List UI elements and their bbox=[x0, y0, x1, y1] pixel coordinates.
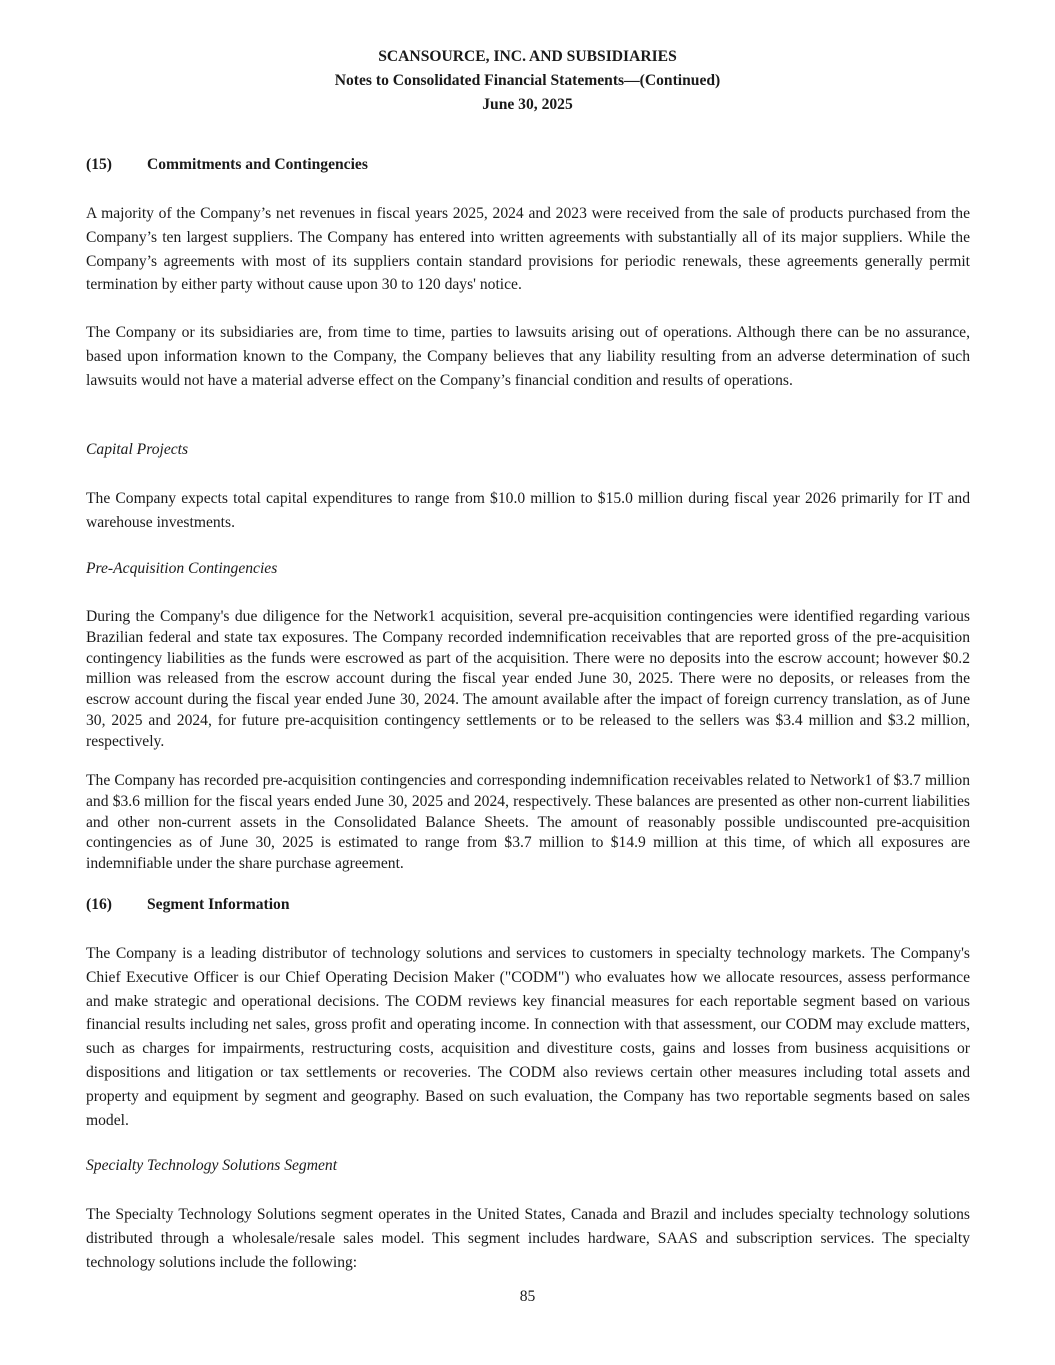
section-heading-15 bbox=[86, 156, 970, 174]
company-name: SCANSOURCE, INC. AND SUBSIDIARIES bbox=[378, 48, 677, 65]
subsection-title-specialty-tech: Specialty Technology Solutions Segment bbox=[86, 1157, 338, 1174]
paragraph-network1-contingencies: The Company has recorded pre-acquisition contingencies and corresponding indemnification receivables related to Network1 of $3.7 million and $3.6 million for the fiscal years ended June 30, 2025 and 2024, respectively. These balances are presented as other non-current liabilities and other non-current assets in the Consolidated Balance Sheets. The amount of reasonably possible undiscounted pre-acquisition contingencies as of June 30, 2025 is estimated to range from $3.7 million to $14.9 million at this time, of which all exposures are indemnifiable under the share purchase agreement. bbox=[86, 772, 970, 873]
section-title: Segment Information bbox=[147, 896, 290, 913]
section-number: (16) bbox=[86, 896, 112, 913]
paragraph-suppliers: A majority of the Company’s net revenues in fiscal years 2025, 2024 and 2023 were received from the sale of products purchased from the Company’s ten largest suppliers. The Company has entered into written agreements with substantially all of its major suppliers. While the Company’s agreements with most of its suppliers contain standard provisions for periodic renewals, these agreements generally permit termination by either party without cause upon 30 to 120 days' notice. bbox=[86, 205, 970, 294]
document-title: Notes to Consolidated Financial Statements—(Continued) bbox=[334, 72, 721, 89]
paragraph-specialty-tech: The Specialty Technology Solutions segment operates in the United States, Canada and Brazil and includes specialty technology solutions distributed through a wholesale/resale sales model. This segment includes hardware, SAAS and subscription services. The specialty technology solutions include the following: bbox=[86, 1206, 970, 1271]
subsection-title-pre-acquisition: Pre-Acquisition Contingencies bbox=[86, 560, 278, 577]
page-number: 85 bbox=[519, 1288, 536, 1305]
subsection-title-capital-projects: Capital Projects bbox=[86, 441, 189, 458]
paragraph-network1-escrow: During the Company's due diligence for the Network1 acquisition, several pre-acquisition contingencies were identified regarding various Brazilian federal and state tax exposures. The Company recorded indemnification receivables that are reported gross of the pre-acquisition contingency liabilities as the funds were escrowed as part of the acquisition. There were no deposits into the escrow account; however $0.2 million was released from the escrow account during the fiscal year ended June 30, 2025. There were no deposits, or releases from the escrow account during the fiscal year ended June 30, 2024. The amount available after the impact of foreign currency translation, as of June 30, 2025 and 2024, for future pre-acquisition contingency settlements or to be released to the sellers was $3.4 million and $3.2 million, respectively. bbox=[86, 608, 970, 750]
paragraph-lawsuits: The Company or its subsidiaries are, from time to time, parties to lawsuits arising out of operations. Although there can be no assurance, based upon information known to the Company, the Company believes that any liability resulting from an adverse determination of such lawsuits would not have a material adverse effect on the Company’s financial condition and results of operations. bbox=[86, 324, 970, 389]
document-date: June 30, 2025 bbox=[482, 96, 573, 113]
section-title: Commitments and Contingencies bbox=[147, 156, 368, 173]
paragraph-segment-overview: The Company is a leading distributor of technology solutions and services to customers in specialty technology markets. The Company's Chief Executive Officer is our Chief Operating Decision Maker ("CODM") who evaluates how we allocate resources, assess performance and make strategic and operational decisions. The CODM reviews key financial measures for each reportable segment based on various financial results including net sales, gross profit and operating income. In connection with that assessment, our CODM may exclude matters, such as charges for impairments, restructuring costs, acquisition and divestiture costs, gains and losses from business acquisitions or dispositions and litigation or tax settlements or recoveries. The CODM also reviews certain other measures including total assets and property and equipment by segment and geography. Based on such evaluation, the Company has two reportable segments based on sales model. bbox=[86, 945, 970, 1129]
paragraph-capital-projects: The Company expects total capital expenditures to range from $10.0 million to $15.0 million during fiscal year 2026 primarily for IT and warehouse investments. bbox=[86, 490, 970, 531]
section-heading-16 bbox=[86, 896, 970, 914]
section-number: (15) bbox=[86, 156, 112, 173]
